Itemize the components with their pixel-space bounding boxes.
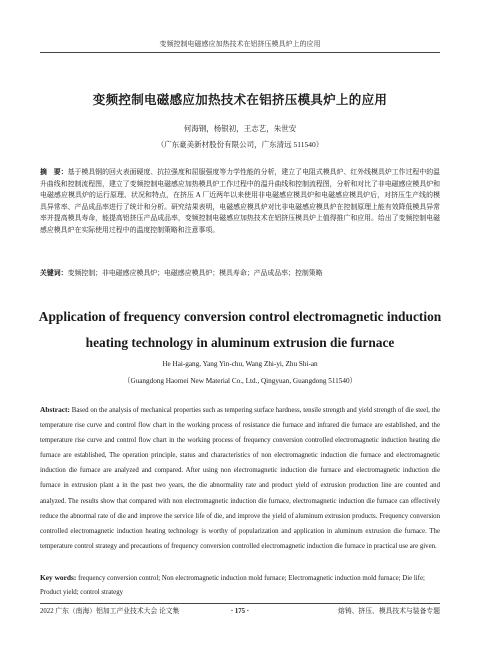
chinese-keywords-label: 关键词：	[40, 270, 68, 277]
english-abstract-text: Based on the analysis of mechanical properties such as tempering surface hardness, tensile strength and yield strength of die steel, the temperature rise curve and control flow chart in the working process of resistance die furnace and infrared die furnace are established, and the temperature rise curve and control flow chart in the working process of frequency conversion controlled electromagnetic induction heating die furnace are established, The operation principle, status and characteristics of non electromagnetic induction die furnace and electromagnetic induction die furnace are analyzed and compared. After using non electromagnetic induction die furnace and electromagnetic induction die furnace in extrusion plant a in the past two years, the die abnormality rate and product yield of extrusion production line are counted and analyzed. The results show that compared with non electromagnetic induction die furnace, electromagnetic induction die furnace can effectively reduce the abnormal rate of die and improve the service life of die, and improve the yield of aluminum extrusion products. Frequency conversion controlled electromagnetic induction heating technology is worthy of popularization and application in aluminum extrusion die furnace. The temperature control strategy and precautions of frequency conversion controlled electromagnetic induction die furnace in practical use are given.	[40, 407, 440, 550]
english-title	[30, 304, 450, 356]
english-affiliation: （Guangdong Haomei New Material Co., Ltd., Qingyuan, Guangdong 511540）	[123, 377, 357, 385]
chinese-keywords-text: 变频控制；非电磁感应模具炉；电磁感应模具炉；模具寿命；产品成品率；控制策略	[67, 270, 323, 277]
page-number: · 175 ·	[230, 608, 250, 615]
chinese-title: 变频控制电磁感应加热技术在铝挤压模具炉上的应用	[92, 93, 388, 107]
english-abstract	[40, 402, 440, 554]
chinese-abstract	[40, 167, 440, 237]
chinese-abstract-text: 基于模具钢的回火表面硬度、抗拉强度和屈服强度等力学性能的分析，建立了电阻式模具炉、红外线模具炉工作过程中的温升曲线和控制流程图，建立了变频控制电磁感应加热模具炉工作过程中的温升曲线和控制流程图，分析和对比了非电磁感应模具炉和电磁感应模具炉的运行原理、状况和特点，在挤压 A 厂近两年以来使用非电磁感应模具炉和电磁感应模具炉后，对挤压生产线的模具异常率、产品成品率进行了统计和分析。研究结果表明，电磁感应模具炉对比非电磁感应模具炉在控制原理上能有效降低模具异常率并提高模具寿命，能提高铝挤压产品成品率，变频控制电磁感应加热技术在铝挤压模具炉上值得推广和应用。给出了变频控制电磁感应模具炉在实际使用过程中的温度控制策略和注意事项。	[40, 169, 441, 234]
chinese-keywords	[40, 268, 440, 279]
chinese-authors: 何海钢，杨银初，王志艺，朱世安	[183, 124, 297, 133]
english-keywords-label: Key words:	[40, 573, 77, 582]
english-keywords-text: frequency conversion control; Non electromagnetic induction mold furnace; Electromagnetic induction mold furnace; Die life; Product yield; control strategy	[40, 575, 425, 596]
english-authors: He Hai-gang, Yang Yin-chu, Wang Zhi-yi, Zhu Shi-an	[162, 360, 318, 368]
chinese-abstract-label: 摘 要：	[40, 169, 68, 176]
footer-section: 熔铸、挤压、模具技术与装备专题	[338, 608, 440, 615]
running-header: 变频控制电磁感应加热技术在铝挤压模具炉上的应用	[159, 40, 321, 48]
english-title-line-1: Application of frequency conversion control electromagnetic induction	[38, 309, 442, 324]
english-title-line-2: heating technology in aluminum extrusion die furnace	[85, 335, 395, 350]
english-abstract-label: Abstract:	[40, 405, 70, 414]
english-keywords	[40, 571, 440, 600]
footer-proceedings: 2022 广东（南海）铝加工产业技术大会 论文集	[40, 608, 180, 615]
footer-rule	[40, 603, 440, 604]
header-rule	[40, 52, 440, 53]
chinese-affiliation: （广东豪美新材股份有限公司，广东清远 511540）	[156, 140, 324, 149]
